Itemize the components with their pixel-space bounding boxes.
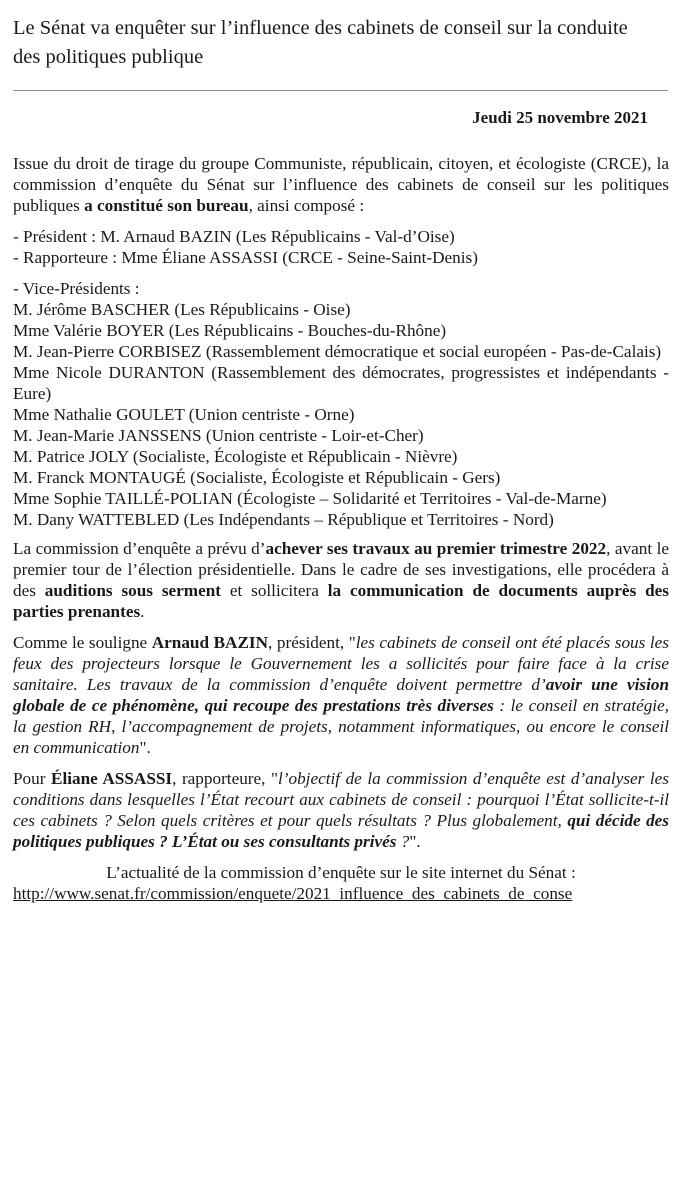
vice-president-item: Mme Sophie TAILLÉ-POLIAN (Écologiste – Solidarité et Territoires - Val-de-Marne) [13, 489, 607, 508]
senat-commission-link[interactable]: http://www.senat.fr/commission/enquete/2021_influence_des_cabinets_de_conse [13, 884, 573, 903]
vice-president-item: M. Jean-Marie JANSSENS (Union centriste - Loir-et-Cher) [13, 426, 424, 445]
vice-president-item: M. Dany WATTEBLED (Les Indépendants – République et Territoires - Nord) [13, 510, 554, 529]
vice-presidents-label: - Vice-Présidents : [13, 279, 140, 298]
footer-text: L’actualité de la commission d’enquête sur le site internet du Sénat : [106, 863, 576, 882]
title-divider [13, 90, 668, 91]
president-quote-paragraph: Comme le souligne Arnaud BAZIN, président, "les cabinets de conseil ont été placés sous les feux des projecteurs lorsque le Gouvernement les a sollicités pour faire face à la crise sanitaire. Les travaux de la commission d’enquête doivent permettre d’avoir une vision globale de ce phénomène, qui recoupe des prestations très diverses : le conseil en stratégie, la gestion RH, l’accompagnement de projets, notamment informatiques, ou encore le conseil en communication". [13, 633, 669, 757]
article-title: Le Sénat va enquêter sur l’influence des cabinets de conseil sur la conduite des politiques publique [13, 17, 628, 68]
vice-president-item: M. Franck MONTAUGÉ (Socialiste, Écologiste et Républicain - Gers) [13, 468, 501, 487]
vice-president-item: M. Jean-Pierre CORBISEZ (Rassemblement démocratique et social européen - Pas-de-Calais) [13, 342, 662, 361]
vice-president-item: Mme Valérie BOYER (Les Républicains - Bouches-du-Rhône) [13, 321, 447, 340]
intro-bold: a constitué son bureau [84, 196, 249, 215]
president-line: - Président : M. Arnaud BAZIN (Les Républicains - Val-d’Oise) [13, 227, 455, 246]
rapporteure-quote-paragraph: Pour Éliane ASSASSI, rapporteure, "l’objectif de la commission d’enquête est d’analyser les conditions dans lesquelles l’État recourt aux cabinets de conseil : pourquoi l’État sollicite-t-il ces cabinets ? Selon quels critères et pour quels résultats ? Plus globalement, qui décide des politiques publiques ? L’État ou ses consultants privés ?". [13, 769, 669, 851]
vice-president-item: Mme Nicole DURANTON (Rassemblement des démocrates, progressistes et indépendants - Eure) [13, 363, 669, 403]
intro-paragraph [13, 153, 669, 216]
intro-end: , ainsi composé : [248, 196, 365, 215]
president-name: Arnaud BAZIN [151, 633, 269, 652]
vice-president-item: Mme Nathalie GOULET (Union centriste - Orne) [13, 405, 355, 424]
intro-text: Issue du droit de tirage du groupe Communiste, républicain, citoyen, et écologiste (CRCE), la commission d’enquête du Sénat sur l’influence des cabinets de conseil sur les politiques publiques [13, 154, 669, 215]
vice-president-item: M. Jérôme BASCHER (Les Républicains - Oise) [13, 300, 351, 319]
footer-link-line [13, 883, 669, 904]
schedule-paragraph: La commission d’enquête a prévu d’achever ses travaux au premier trimestre 2022, avant le premier tour de l’élection présidentielle. Dans le cadre de ses investigations, elle procédera à des auditions sous serment et sollicitera la communication de documents auprès des parties prenantes. [13, 539, 670, 621]
rapporteure-name: Éliane ASSASSI [51, 769, 173, 788]
vice-president-item: M. Patrice JOLY (Socialiste, Écologiste et Républicain - Nièvre) [13, 447, 458, 466]
rapporteure-line: - Rapporteure : Mme Éliane ASSASSI (CRCE - Seine-Saint-Denis) [13, 248, 478, 267]
article-body [13, 153, 669, 904]
article-date: Jeudi 25 novembre 2021 [472, 108, 648, 127]
